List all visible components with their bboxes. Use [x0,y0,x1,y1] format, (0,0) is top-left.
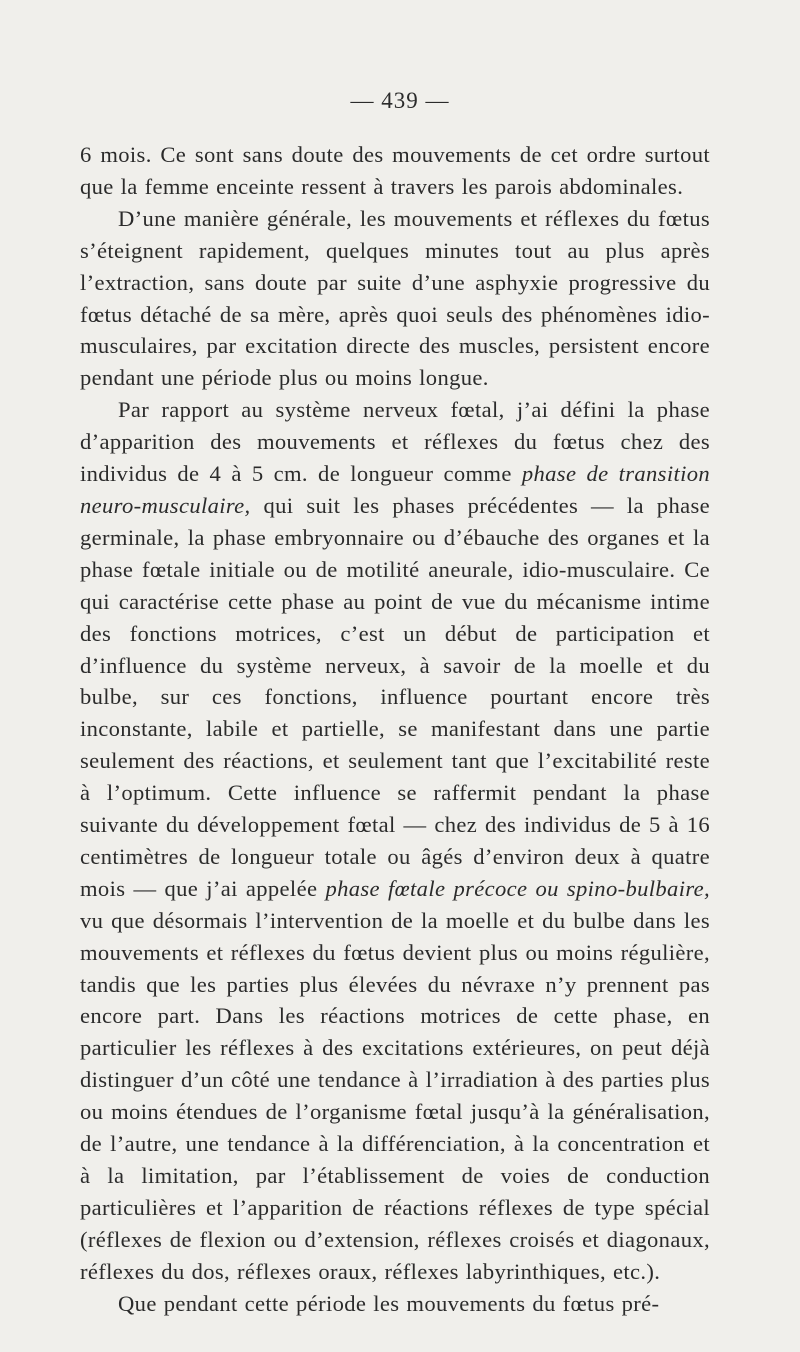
italic-term-phase-de-transition: phase de transition neuro-musculaire, [80,461,710,518]
italic-term-phase-foetale-precoce: phase fœtale précoce ou spino-bulbaire, [325,875,710,901]
text-segment: D’une manière générale, les mouvements et réflexes du fœtus s’éteignent rapidement, quelques minutes tout au plus après l’extraction, sans doute par suite d’une asphyxie progressive du fœtus détaché de sa mère, après quoi seuls des phénomènes idio-musculaires, par excitation directe des muscles, persistent encore pendant une période plus ou moins longue. [80,205,710,391]
paragraph-2 [80,203,710,394]
text-segment: Que pendant cette période les mouvements du fœtus pré- [118,1290,660,1316]
text-segment: Par rapport au système nerveux fœtal, j’ai défini la phase d’apparition des mouvements et réflexes du fœtus chez des individus de 4 à 5 cm. de longueur comme [80,397,710,487]
paragraph-3 [80,394,710,1287]
page-number: — 439 — [350,88,450,113]
paragraph-4 [80,1288,710,1320]
body-text [80,139,710,1320]
text-segment: qui suit les phases précédentes — la phase germinale, la phase embryonnaire ou d’ébauche des organes et la phase fœtale initiale ou de motilité aneurale, idio-musculaire. Ce qui caractérise cette phase au point de vue du mécanisme intime des fonctions motrices, c’est un début de participation et d’influence du système nerveux, à savoir de la moelle et du bulbe, sur ces fonctions, influence pourtant encore très inconstante, labile et partielle, se manifestant dans une partie seulement des réactions, et seulement tant que l’excitabilité reste à l’optimum. Cette influence se raffermit pendant la phase suivante du développement fœtal — chez des individus de 5 à 16 centimètres de longueur totale ou âgés d’environ deux à quatre mois — que j’ai appelée [80,492,710,901]
text-segment: 6 mois. Ce sont sans doute des mouvements de cet ordre surtout que la femme enceinte ressent à travers les parois abdominales. [80,142,710,199]
paragraph-1 [80,139,710,203]
text-segment: vu que désormais l’intervention de la moelle et du bulbe dans les mouvements et réflexes du fœtus devient plus ou moins régulière, tandis que les parties plus élevées du névraxe n’y prennent pas encore part. Dans les réactions motrices de cette phase, en particulier les réflexes à des excitations extérieures, on peut déjà distinguer d’un côté une tendance à l’irradiation à des parties plus ou moins étendues de l’organisme fœtal jusqu’à la généralisation, de l’autre, une tendance à la différenciation, à la concentration et à la limitation, par l’établissement de voies de conduction particulières et l’apparition de réactions réflexes de type spécial (réflexes de flexion ou d’extension, réflexes croisés et diagonaux, réflexes du dos, réflexes oraux, réflexes labyrinthiques, etc.). [80,907,710,1284]
